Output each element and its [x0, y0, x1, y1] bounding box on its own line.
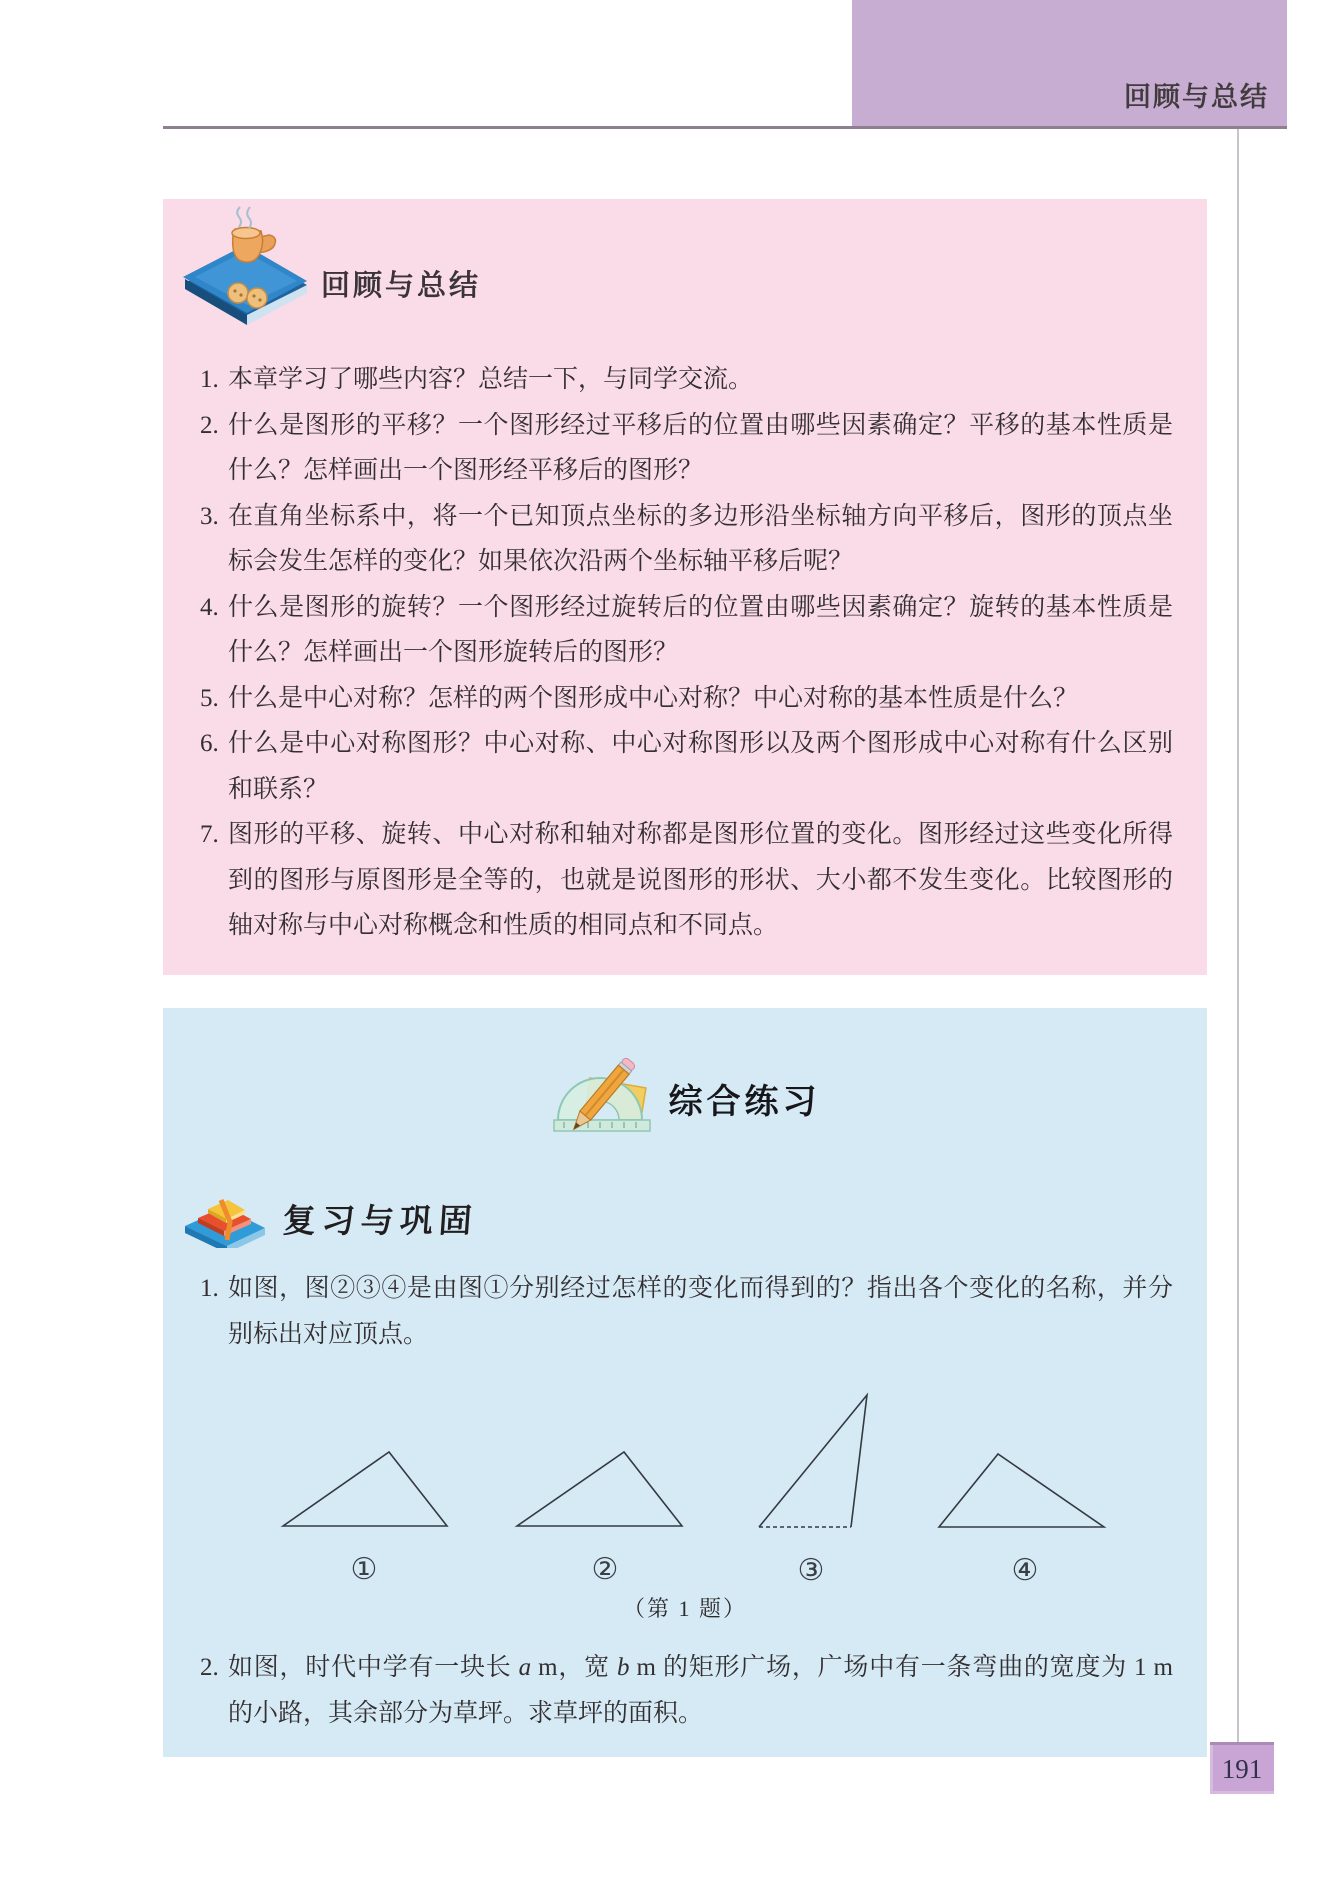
- triangle-3: [759, 1395, 867, 1527]
- triangle-2: [517, 1452, 682, 1526]
- triangle-1: [283, 1452, 447, 1526]
- triangle-1-label: ①: [350, 1553, 378, 1586]
- item-number: 7.: [200, 821, 219, 848]
- item-number: 5.: [200, 684, 219, 712]
- exercise-subsection-header: [183, 1188, 478, 1248]
- figure-caption: （第 1 题）: [622, 1596, 747, 1621]
- exercise-number: 1.: [200, 1275, 219, 1302]
- item-text: 什么是中心对称？怎样的两个图形成中心对称？中心对称的基本性质是什么？: [228, 684, 1079, 712]
- item-text: 在直角坐标系中，将一个已知顶点坐标的多边形沿坐标轴方向平移后，图形的顶点坐标会发生怎样的变化？如果依次沿两个坐标轴平移后呢？: [228, 502, 1173, 575]
- review-summary-panel: [163, 199, 1207, 975]
- exercise-number: 2.: [200, 1654, 219, 1681]
- review-item-3: [200, 494, 1173, 585]
- item-number: 3.: [200, 502, 219, 530]
- item-number: 4.: [200, 593, 219, 621]
- page-number: 191: [1210, 1742, 1274, 1794]
- books-stack-icon: [183, 1188, 267, 1248]
- item-number: 1.: [200, 366, 219, 393]
- review-question-list: [200, 357, 1173, 949]
- margin-rule: [1237, 129, 1239, 1742]
- review-item-6: [200, 721, 1173, 812]
- item-text: 什么是中心对称图形？中心对称、中心对称图形以及两个图形成中心对称有什么区别和联系？: [228, 730, 1173, 803]
- review-item-5: [200, 676, 1173, 722]
- triangle-3-label: ③: [797, 1554, 825, 1587]
- item-text: 图形的平移、旋转、中心对称和轴对称都是图形位置的变化。图形经过这些变化所得到的图形与原图形是全等的，也就是说图形的形状、大小都不发生变化。比较图形的轴对称与中心对称概念和性质的相同点和不同点。: [228, 821, 1173, 939]
- item-text: 什么是图形的平移？一个图形经过平移后的位置由哪些因素确定？平移的基本性质是什么？怎样画出一个图形经平移后的图形？: [228, 411, 1173, 484]
- comprehensive-exercise-panel: [163, 1008, 1207, 1757]
- exercise-section-title: 综合练习: [668, 1082, 821, 1121]
- triangle-4: [939, 1454, 1104, 1527]
- chapter-header-band: [852, 0, 1287, 128]
- header-rule: [163, 126, 1287, 129]
- item-number: 6.: [200, 730, 219, 757]
- item-text: 什么是图形的旋转？一个图形经过旋转后的位置由哪些因素确定？旋转的基本性质是什么？怎样画出一个图形旋转后的图形？: [228, 593, 1173, 666]
- item-number: 2.: [200, 411, 219, 439]
- exercise-section-header: [163, 1048, 1207, 1148]
- exercise-2: [200, 1645, 1173, 1736]
- review-item-7: [200, 812, 1173, 949]
- review-item-4: [200, 585, 1173, 676]
- pencil-protractor-icon: [550, 1048, 655, 1148]
- triangle-2-label: ②: [591, 1553, 619, 1586]
- exercise-text: 如图，时代中学有一块长 a m，宽 b m 的矩形广场，广场中有一条弯曲的宽度为 1 m 的小路，其余部分为草坪。求草坪的面积。: [228, 1654, 1173, 1727]
- chapter-header-title: 回顾与总结: [1124, 82, 1269, 112]
- exercise-1: [200, 1266, 1173, 1357]
- review-item-1: [200, 357, 1173, 403]
- exercise-text: 如图，图②③④是由图①分别经过怎样的变化而得到的？指出各个变化的名称，并分别标出对应顶点。: [228, 1275, 1173, 1348]
- triangle-4-label: ④: [1011, 1554, 1039, 1587]
- exercise-subsection-title: 复习与巩固: [281, 1203, 480, 1240]
- coffee-mug-book-icon: [175, 201, 315, 333]
- review-panel-title: 回顾与总结: [321, 270, 482, 302]
- item-text: 本章学习了哪些内容？总结一下，与同学交流。: [228, 366, 754, 393]
- review-item-2: [200, 403, 1173, 494]
